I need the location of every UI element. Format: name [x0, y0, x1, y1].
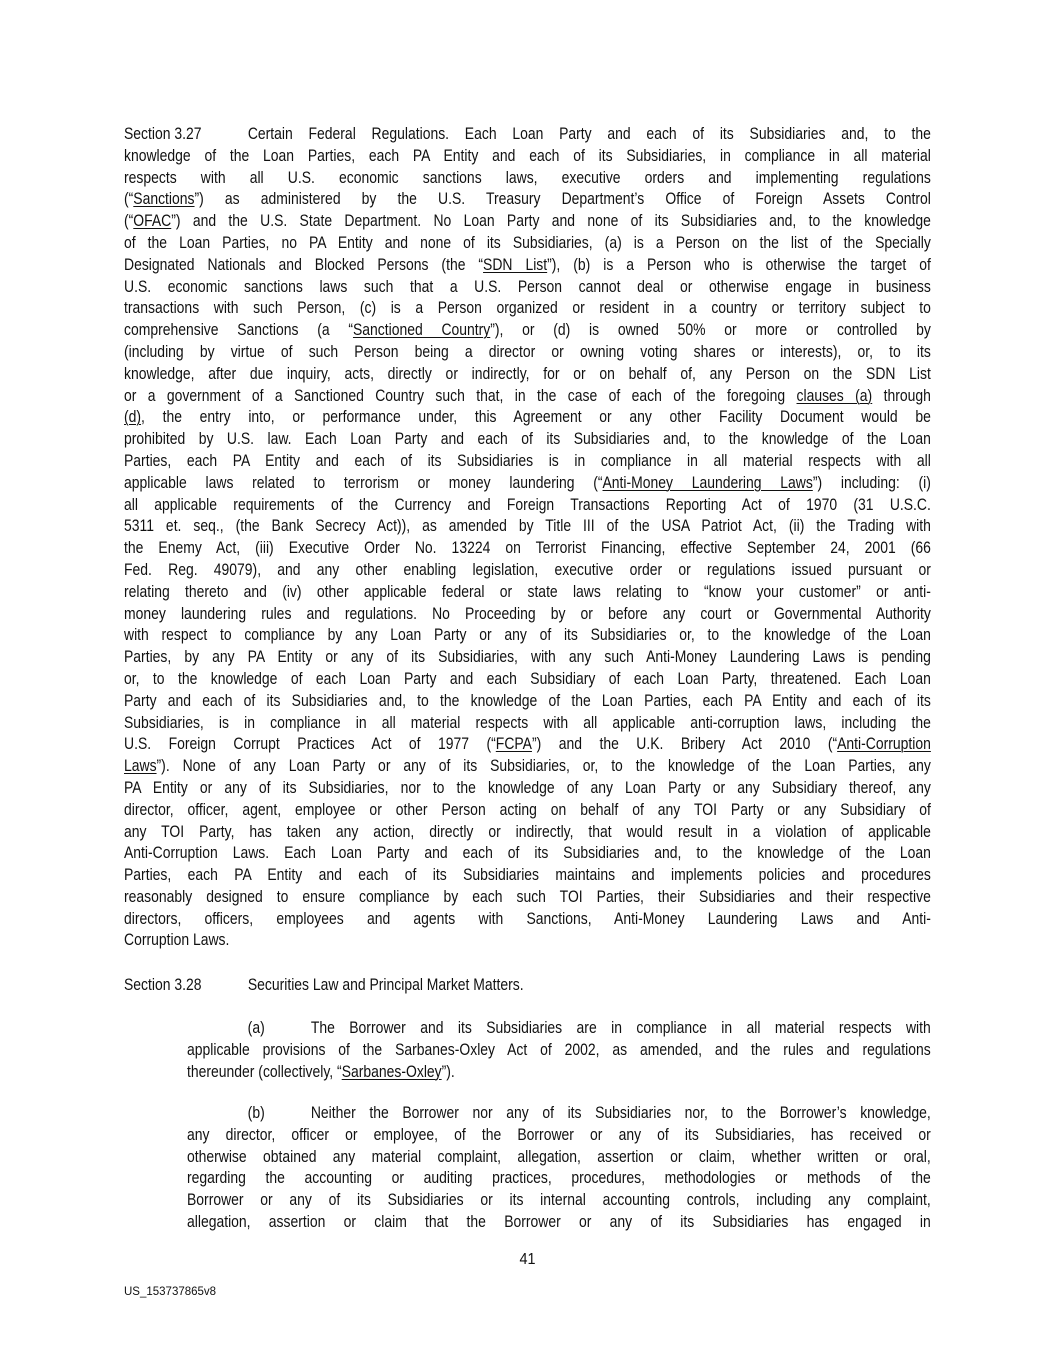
text-line [124, 559, 931, 581]
text-run: (“ [124, 189, 134, 209]
text-run: all applicable requirements of the Currency and Foreign Transactions Reporting Act of 1970 (31 U.S.C. [124, 494, 931, 514]
text-line [124, 450, 931, 472]
defined-term: FCPA [495, 734, 532, 754]
text-line [124, 254, 931, 276]
text-run: (including by virtue of such Person being a director or owning voting shares or interests), or, to its [124, 341, 931, 361]
text-line [124, 929, 931, 951]
text-line [124, 799, 931, 821]
text-run: reasonably designed to ensure compliance by each such TOI Parties, their Subsidiaries and their respective [124, 886, 931, 906]
defined-term: Sanctioned Country [352, 320, 491, 340]
section-label: Section 3.27 [124, 124, 202, 143]
text-line [124, 581, 931, 603]
text-line [124, 886, 931, 908]
text-run: respects with all U.S. economic sanctions laws, executive orders and implementing regulations [124, 167, 931, 187]
section-label: Section 3.28 [124, 975, 202, 994]
section-3-27-paragraph [124, 123, 931, 951]
text-run: applicable laws related to terrorism or money laundering (“ [124, 472, 603, 492]
text-run: 5311 et. seq., (the Bank Secrecy Act)), as amended by Title III of the USA Patriot Act, (ii) the Trading with [124, 516, 931, 536]
defined-term: SDN List [483, 254, 548, 274]
text-run: Securities Law and Principal Market Matters. [247, 975, 524, 994]
text-line [187, 1146, 931, 1168]
text-run: ”). None of any Loan Party or any of its Subsidiaries, or, to the knowledge of the Loan Parties, any [156, 756, 931, 776]
text-run: thereunder (collectively, “ [187, 1061, 342, 1081]
text-run: ”), or (d) is owned 50% or more or controlled by [490, 320, 931, 340]
text-line [124, 341, 931, 363]
text-run: applicable provisions of the Sarbanes-Oxley Act of 2002, as amended, and the rules and regulations [187, 1039, 931, 1059]
text-line [187, 1167, 931, 1189]
text-line [124, 821, 931, 843]
text-run: ”) and the U.K. Bribery Act 2010 (“ [531, 734, 838, 754]
text-line [187, 1039, 931, 1061]
text-run: knowledge of the Loan Parties, each PA Entity and each of its Subsidiaries, in compliance in all material [124, 145, 931, 165]
text-run: comprehensive Sanctions (a “ [124, 320, 353, 340]
text-line [124, 537, 931, 559]
document-id-footer: US_153737865v8 [124, 1286, 217, 1298]
text-run: ”) as administered by the U.S. Treasury Department’s Office of Foreign Assets Control [194, 189, 931, 209]
text-run: Parties, each PA Entity and each of its Subsidiaries is in compliance in all material respects with all [124, 450, 931, 470]
text-line [124, 668, 931, 690]
defined-term: Sanctions [133, 189, 195, 209]
text-run: ”). [441, 1061, 455, 1081]
text-line [124, 188, 931, 210]
text-run: U.S. economic sanctions laws such that a U.S. Person cannot deal or otherwise engage in business [124, 276, 931, 296]
section-label: (a) [247, 1018, 265, 1037]
text-line [124, 603, 931, 625]
page-number: 41 [519, 1251, 536, 1268]
defined-term: Laws [124, 756, 157, 776]
text-run: or a government of a Sanctioned Country such that, in the case of each of the foregoing [124, 385, 797, 405]
text-run: knowledge, after due inquiry, acts, directly or indirectly, for or on behalf of, any Person on the SDN List [124, 363, 931, 383]
text-run: of the Loan Parties, no PA Entity and none of its Subsidiaries, (a) is a Person on the list of the Specially [124, 232, 931, 252]
text-line [187, 1102, 931, 1124]
text-run: Fed. Reg. 49079), and any other enabling legislation, executive order or regulations issued pursuant or [124, 559, 931, 579]
text-line [124, 319, 931, 341]
text-line [124, 276, 931, 298]
text-run: transactions with such Person, (c) is a Person organized or resident in a country or territory subject to [124, 298, 931, 318]
text-line [124, 864, 931, 886]
text-run: ”) including: (i) [812, 472, 931, 492]
text-run: PA Entity or any of its Subsidiaries, nor to the knowledge of any Loan Party or any Subsidiary thereof, any [124, 777, 931, 797]
text-line [124, 385, 931, 407]
text-run: otherwise obtained any material complaint, allegation, assertion or claim, whether written or oral, [187, 1146, 931, 1166]
text-run: The Borrower and its Subsidiaries are in compliance in all material respects with [310, 1018, 931, 1037]
text-run: any director, officer or employee, of the Borrower or any of its Subsidiaries, has received or [187, 1124, 931, 1144]
text-run: Certain Federal Regulations. Each Loan Party and each of its Subsidiaries and, to the [247, 124, 931, 143]
text-line [124, 123, 931, 145]
text-run: Parties, each PA Entity and each of its Subsidiaries maintains and implements policies and procedures [124, 865, 931, 885]
text-run: relating thereto and (iv) other applicable federal or state laws relating to “know your customer” or anti- [124, 581, 931, 601]
clause-a-paragraph [187, 1017, 931, 1082]
text-run: Parties, by any PA Entity or any of its Subsidiaries, with any such Anti-Money Laundering Laws is pending [124, 647, 931, 667]
defined-term: OFAC [133, 211, 172, 231]
text-line [124, 974, 931, 996]
text-run: director, officer, agent, employee or other Person acting on behalf of any TOI Party or any Subsidiary of [124, 799, 931, 819]
clause-b-paragraph [187, 1102, 931, 1233]
text-line [187, 1017, 931, 1039]
section-3-28-heading [124, 974, 931, 996]
text-line [124, 494, 931, 516]
section-label: (b) [247, 1103, 265, 1122]
text-line [124, 908, 931, 930]
text-line [124, 690, 931, 712]
text-run: Anti-Corruption Laws. Each Loan Party and each of its Subsidiaries and, to the knowledge of the Loan [124, 843, 931, 863]
text-line [124, 733, 931, 755]
text-line [187, 1189, 931, 1211]
text-line [124, 167, 931, 189]
text-run: through [872, 385, 931, 405]
text-line [124, 712, 931, 734]
text-run: (“ [124, 211, 134, 231]
text-run: ”) and the U.S. State Department. No Loan Party and none of its Subsidiaries and, to the knowledge [171, 211, 931, 231]
text-line [124, 515, 931, 537]
text-run: ”), (b) is a Person who is otherwise the target of [547, 254, 931, 274]
text-run: the Enemy Act, (iii) Executive Order No. 13224 on Terrorist Financing, effective September 24, 2001 (66 [124, 538, 931, 558]
text-line [124, 777, 931, 799]
text-run: any TOI Party, has taken any action, directly or indirectly, that would result in a violation of applicable [124, 821, 931, 841]
text-run: allegation, assertion or claim that the Borrower or any of its Subsidiaries has engaged in [187, 1211, 931, 1231]
text-line [187, 1061, 931, 1083]
text-run: money laundering rules and regulations. No Proceeding by or before any court or Governmental Authority [124, 603, 931, 623]
text-run: U.S. Foreign Corrupt Practices Act of 1977 (“ [124, 734, 496, 754]
text-line [124, 363, 931, 385]
text-run: Borrower or any of its Subsidiaries or its internal accounting controls, including any complaint, [187, 1190, 931, 1210]
text-line [124, 297, 931, 319]
text-line [124, 210, 931, 232]
text-run: Party and each of its Subsidiaries and, to the knowledge of the Loan Parties, each PA Entity and each of its [124, 690, 931, 710]
text-line [187, 1211, 931, 1233]
text-run: Designated Nationals and Blocked Persons (the “ [124, 254, 484, 274]
text-line [187, 1124, 931, 1146]
defined-term: (d) [124, 407, 142, 427]
text-run: Subsidiaries, is in compliance in all material respects with all applicable anti-corruption laws, including the [124, 712, 931, 732]
text-line [124, 624, 931, 646]
text-line [124, 406, 931, 428]
text-line [124, 755, 931, 777]
text-run: , the entry into, or performance under, this Agreement or any other Facility Document would be [141, 407, 931, 427]
text-line [124, 472, 931, 494]
text-line [124, 428, 931, 450]
text-run: with respect to compliance by any Loan Party or any of its Subsidiaries or, to the knowledge of the Loan [124, 625, 931, 645]
defined-term: Anti-Money Laundering Laws [602, 472, 813, 492]
text-run: prohibited by U.S. law. Each Loan Party and each of its Subsidiaries and, to the knowledge of the Loan [124, 429, 931, 449]
text-run: Corruption Laws. [124, 930, 230, 950]
text-line [124, 232, 931, 254]
text-run: regarding the accounting or auditing practices, procedures, methodologies or methods of the [187, 1168, 931, 1188]
defined-term: Sarbanes-Oxley [341, 1061, 442, 1081]
text-line [124, 145, 931, 167]
defined-term: Anti-Corruption [837, 734, 931, 754]
text-run: directors, officers, employees and agents with Sanctions, Anti-Money Laundering Laws and Anti- [124, 908, 931, 928]
defined-term: clauses (a) [796, 385, 873, 405]
text-run: Neither the Borrower nor any of its Subsidiaries nor, to the Borrower’s knowledge, [310, 1103, 931, 1122]
text-line [124, 646, 931, 668]
text-run: or, to the knowledge of each Loan Party and each Subsidiary of each Loan Party, threatened. Each Loan [124, 668, 931, 688]
text-line [124, 842, 931, 864]
